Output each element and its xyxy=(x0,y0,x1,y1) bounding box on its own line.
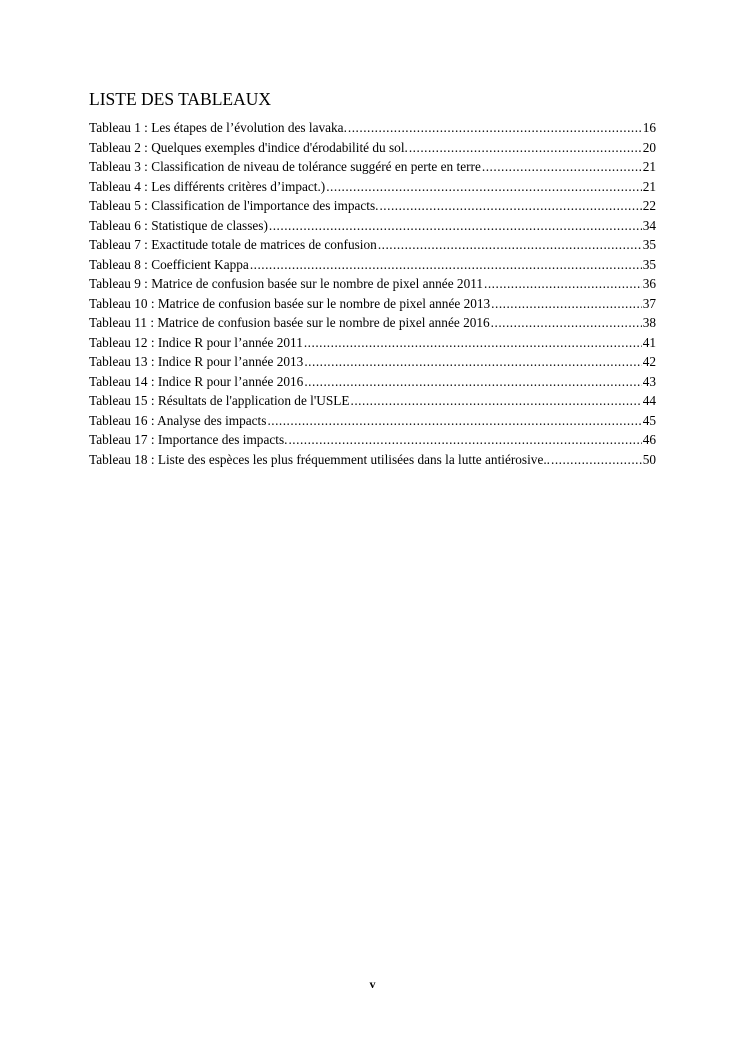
dot-leader xyxy=(304,372,641,392)
toc-entry[interactable] xyxy=(89,216,656,236)
dot-leader xyxy=(267,411,641,431)
toc-entry-page: 35 xyxy=(642,256,656,272)
toc-entry-label: Tableau 2 : Quelques exemples d'indice d'érodabilité du sol. xyxy=(89,139,408,155)
toc-entry-page: 41 xyxy=(642,334,656,350)
toc-entry-label: Tableau 15 : Résultats de l'application de l'USLE xyxy=(89,393,350,408)
dot-leader xyxy=(378,235,642,255)
toc-entry-label: Tableau 16 : Analyse des impacts xyxy=(89,412,267,428)
toc-entry[interactable] xyxy=(89,391,656,411)
dot-leader xyxy=(304,333,642,353)
toc-entry[interactable] xyxy=(89,196,656,216)
toc-entry[interactable] xyxy=(89,138,656,158)
toc-entry-page: 35 xyxy=(642,237,656,252)
toc-entry[interactable] xyxy=(89,450,656,470)
dot-leader xyxy=(551,450,642,470)
toc-entry[interactable] xyxy=(89,333,656,353)
dot-leader xyxy=(304,352,641,372)
toc-entry-label: Tableau 1 : Les étapes de l’évolution des lavaka. xyxy=(89,120,347,135)
dot-leader xyxy=(484,274,642,294)
toc-entry-label: Tableau 6 : Statistique de classes) xyxy=(89,217,268,233)
toc-entry-label: Tableau 10 : Matrice de confusion basée sur le nombre de pixel année 2013 xyxy=(89,295,491,311)
toc-entry-page: 20 xyxy=(642,139,656,155)
toc-entry-page: 21 xyxy=(642,159,656,174)
toc-entry-page: 21 xyxy=(642,178,656,194)
toc-entry-page: 38 xyxy=(642,315,656,330)
table-list xyxy=(89,118,656,469)
toc-entry[interactable] xyxy=(89,255,656,275)
dot-leader xyxy=(326,177,641,197)
toc-entry-label: Tableau 18 : Liste des espèces les plus fréquemment utilisées dans la lutte antiérosive.. xyxy=(89,451,551,467)
toc-entry-label: Tableau 11 : Matrice de confusion basée sur le nombre de pixel année 2016 xyxy=(89,315,490,330)
toc-entry[interactable] xyxy=(89,411,656,431)
dot-leader xyxy=(250,255,642,275)
toc-entry-label: Tableau 17 : Importance des impacts. xyxy=(89,432,288,447)
toc-entry-page: 42 xyxy=(642,354,656,369)
toc-entry[interactable] xyxy=(89,235,656,255)
toc-entry-label: Tableau 3 : Classification de niveau de tolérance suggéré en perte en terre xyxy=(89,159,481,174)
dot-leader xyxy=(482,157,642,177)
toc-entry-page: 45 xyxy=(642,412,656,428)
toc-entry-page: 34 xyxy=(642,217,656,233)
toc-entry-page: 36 xyxy=(642,276,656,291)
dot-leader xyxy=(409,138,642,158)
toc-entry[interactable] xyxy=(89,294,656,314)
toc-entry-page: 44 xyxy=(642,393,656,408)
toc-entry-page: 16 xyxy=(642,120,656,135)
toc-entry-page: 46 xyxy=(642,432,656,447)
toc-entry-page: 50 xyxy=(642,451,656,467)
dot-leader xyxy=(491,313,642,333)
toc-entry-page: 43 xyxy=(642,373,656,389)
toc-entry-label: Tableau 5 : Classification de l'importance des impacts. xyxy=(89,198,379,213)
toc-entry-label: Tableau 13 : Indice R pour l’année 2013 xyxy=(89,354,304,369)
toc-entry[interactable] xyxy=(89,118,656,138)
toc-entry-label: Tableau 4 : Les différents critères d’impact.) xyxy=(89,178,326,194)
toc-entry[interactable] xyxy=(89,372,656,392)
page-number: v xyxy=(369,977,376,991)
dot-leader xyxy=(351,391,642,411)
dot-leader xyxy=(288,430,641,450)
toc-entry[interactable] xyxy=(89,177,656,197)
toc-entry[interactable] xyxy=(89,430,656,450)
dot-leader xyxy=(348,118,642,138)
dot-leader xyxy=(269,216,642,236)
toc-entry-label: Tableau 14 : Indice R pour l’année 2016 xyxy=(89,373,304,389)
toc-entry-page: 37 xyxy=(642,295,656,311)
dot-leader xyxy=(491,294,642,314)
toc-entry[interactable] xyxy=(89,274,656,294)
toc-entry-label: Tableau 12 : Indice R pour l’année 2011 xyxy=(89,334,303,350)
toc-entry[interactable] xyxy=(89,313,656,333)
toc-entry[interactable] xyxy=(89,157,656,177)
toc-entry-label: Tableau 7 : Exactitude totale de matrices de confusion xyxy=(89,237,377,252)
toc-entry-label: Tableau 9 : Matrice de confusion basée sur le nombre de pixel année 2011 xyxy=(89,276,484,291)
toc-entry-page: 22 xyxy=(642,198,656,213)
toc-entry[interactable] xyxy=(89,352,656,372)
toc-entry-label: Tableau 8 : Coefficient Kappa xyxy=(89,256,249,272)
dot-leader xyxy=(379,196,641,216)
page-title: LISTE DES TABLEAUX xyxy=(89,89,272,109)
